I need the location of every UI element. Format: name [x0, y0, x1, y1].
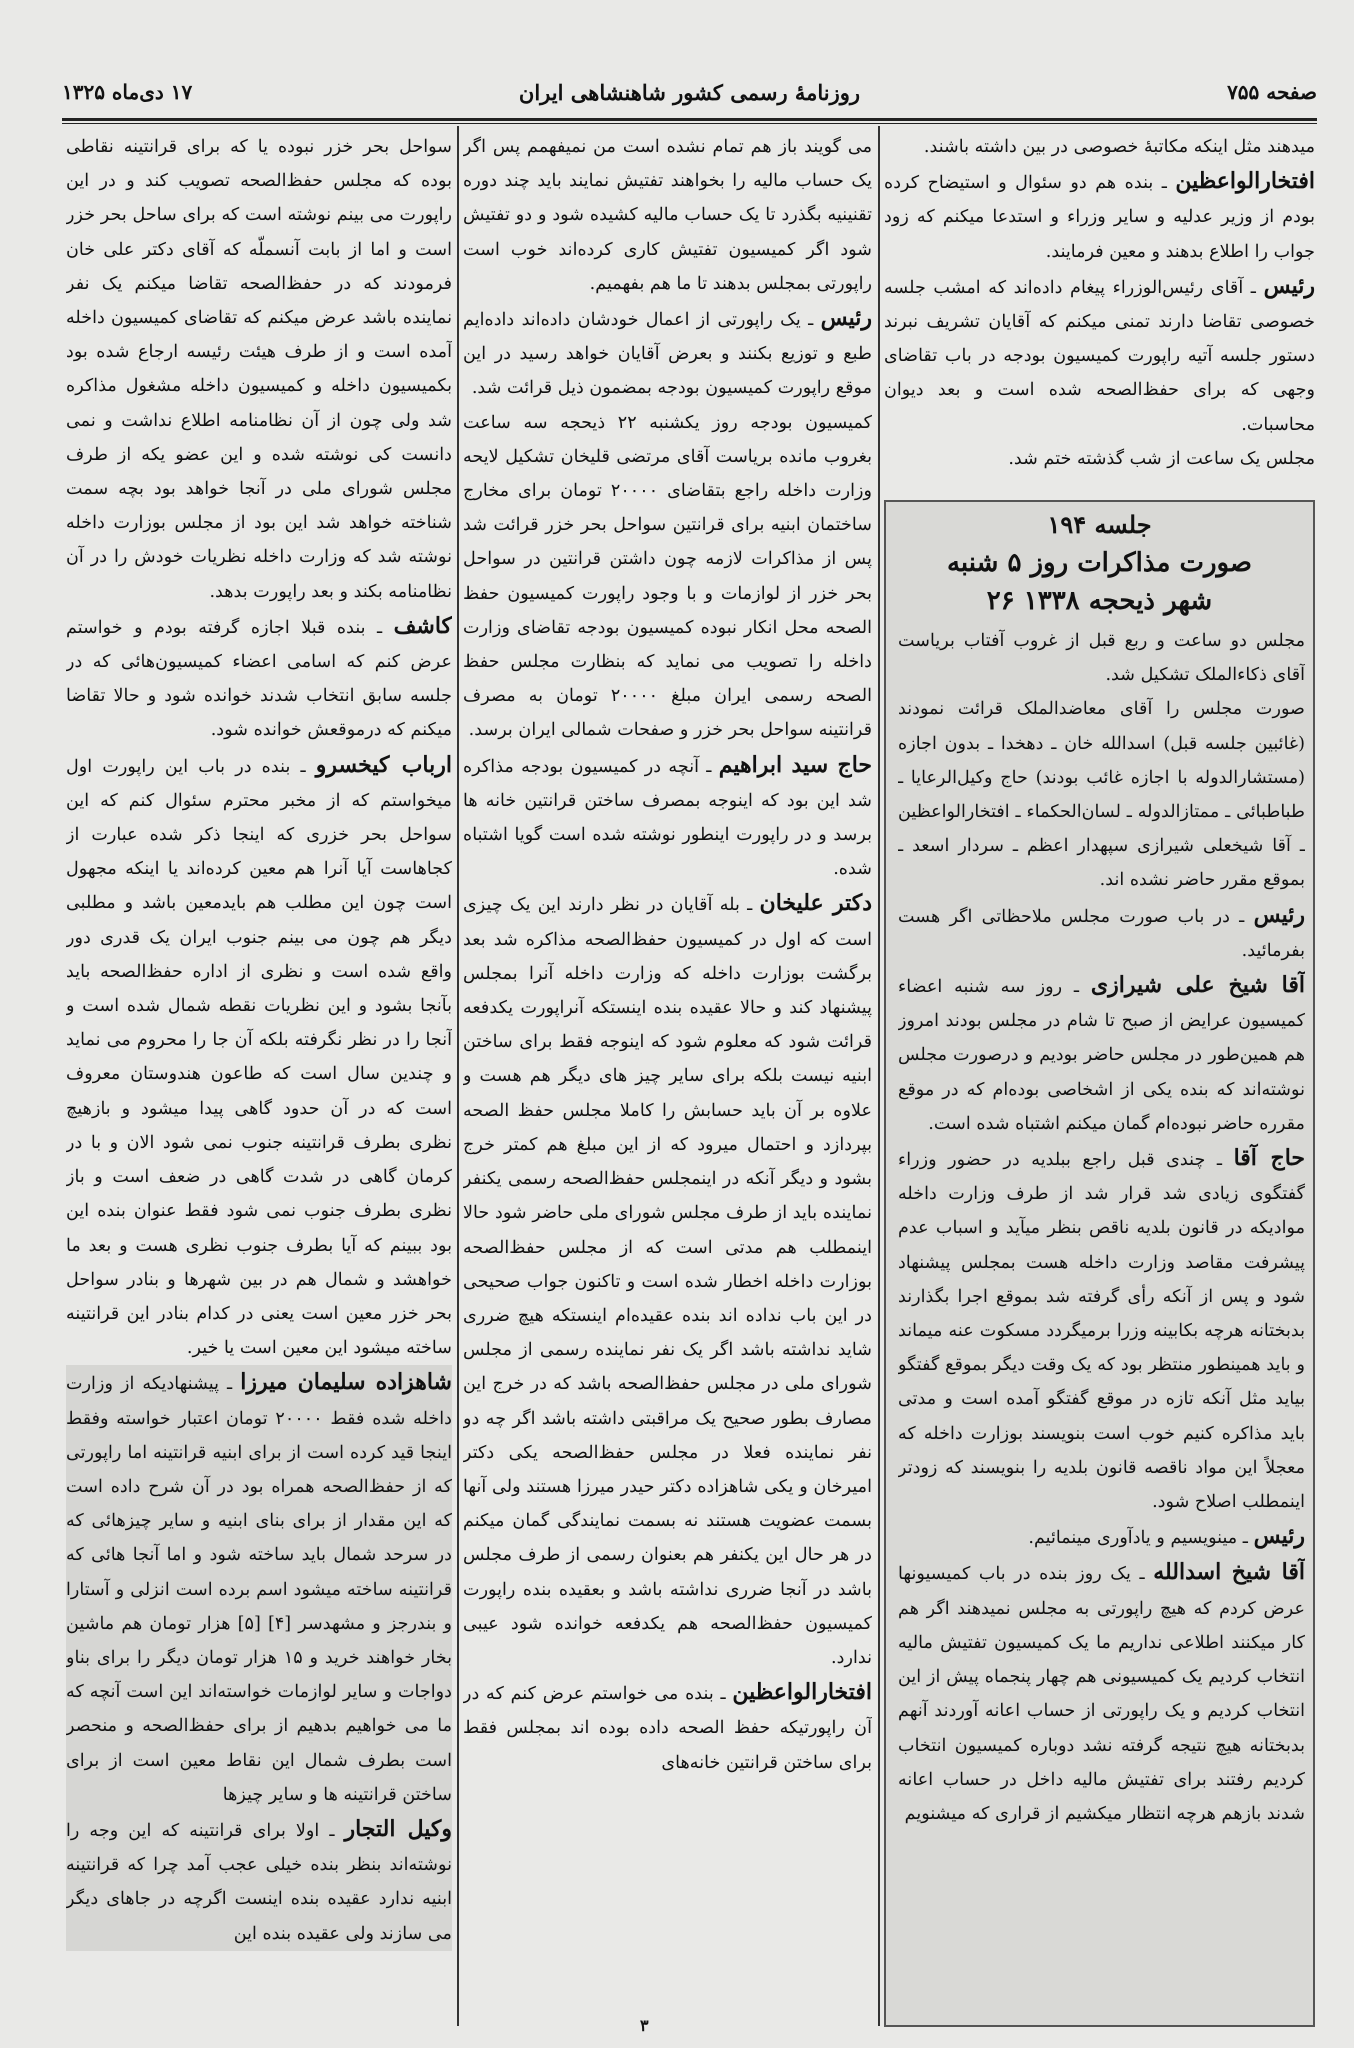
paragraph-text: ـ چندی قبل راجع ببلدیه در حضور وزراء گفتگوی زیادی شد قرار شد از طرف وزارت داخله موادیکه در قانون بلدیه ناقص بنظر میآید و اسباب عدم پیشرفت مقاصد وزارت داخله هست بمجلس پیشنهاد شود و پس از آنکه رأی گرفته شد بموقع اجرا بگذارند بدبختانه هرچه بکابینه وزرا برمیگردد مسکوت عنه میماند و باید همینطور منتظر بود که یک وقت دیگر بموقع گفتگو بیاید مثل آنکه تازه در موقع گفتگو آمده است و مدتی باید مذاکره کنیم خوب است بنویسند بوزارت داخله که معجلاً این مواد ناقصه قانون بلدیه را بنویسند که زودتر اینمطلب اصلاح شود. [898, 1150, 1305, 1513]
column-divider [878, 126, 880, 2026]
speaker-name: ارباب کیخسرو [315, 751, 452, 778]
paragraph [898, 898, 1305, 968]
paragraph-text: می گویند باز هم تمام نشده است من نمیفهمم پس اگر یک حساب مالیه را بخواهند تفتیش نمایند باید چند دوره تقنینیه بگذرد تا یک حساب مالیه کشیده شود و دو تفتیش شود اگر کمیسیون تفتیش کاری کرده‌اند خوب است راپورتی بمجلس بدهند تا ما هم بفهمیم. [463, 137, 872, 294]
page-number-label: صفحه ۷۵۵ [1227, 80, 1317, 104]
paragraph-text: ـ بله آقایان در نظر دارند این یک چیزی است که اول در کمیسیون حفظ‌الصحه مذاکره شد بعد برگشت بوزارت داخله که وزارت داخله آنرا بمجلس پیشنهاد کند و حالا عقیده بنده اینستکه آنراپورت یکدفعه قرائت شود که معلوم شود که اینوجه فقط برای ساختن ابنیه نیست بلکه برای سایر چیز های دیگر هم هست و علاوه بر آن باید حسابش را کاملا مجلس حفظ الصحه بپردازد و احتمال میرود که از این مبلغ هم کمتر خرج بشود و دیگر آنکه در اینمجلس حفظ‌الصحه رسمی یکنفر نماینده باید از طرف مجلس شورای ملی حاضر شود حالا اینمطلب هم مدتی است که از مجلس حفظ‌الصحه بوزارت داخله اخطار شده است و تاکنون جواب صحیحی در این باب نداده اند بنده عقیده‌ام اینستکه هیچ ضرری شاید نداشته باشد اگر یک نفر نماینده رسمی از مجلس شورای ملی در مجلس حفظ‌الصحه باشد که در خرج این مصارف بطور صحیح یک مراقبتی داشته باشد اگر چه دو نفر نماینده فعلا در مجلس حفظ‌الصحه یکی دکتر امیرخان و یکی شاهزاده دکتر حیدر میرزا هستند ولی آنها بسمت عضویت هستند نه بسمت نمایندگی گمان میکنم در هر حال این یکنفر هم بعنوان رسمی از طرف مجلس باشد در آنجا ضرری نداشته باشد و بعقیده بنده راپورت کمیسیون حفظ‌الصحه هم یکدفعه خوانده شود عیبی ندارد. [463, 895, 872, 1668]
speaker-name: افتخارالواعظین [732, 1679, 872, 1706]
paragraph [898, 624, 1305, 692]
speaker-name: رئیس [1253, 1523, 1305, 1550]
paragraph [66, 609, 452, 748]
paragraph-text: ـ بنده در باب این راپورت اول میخواستم که از مخبر محترم سئوال کنم که این سواحل بحر خزری که اینجا ذکر شده عبارت از کجاهاست آیا آنرا هم معین کرده‌اند یا اینکه مجهول است چون این مطلب هم بایدمعین باشد و مطلبی دیگر هم چون می بینم جنوب ایران یک قدری دور واقع شده است و نظری از اداره حفظ‌الصحه باید بآنجا بشود و این نظریات نقطه شمال شده است و آنجا را در نظر نگرفته بلکه آن جا را محروم می نماید و چندین سال است که طاعون هندوستان معروف است که در آن حدود گاهی پیدا میشود و بازهیچ نظری بطرف قرانتینه جنوب نمی شود الان و با در کرمان گاهی در شدت گاهی در ضعف است و باز نظری بطرف جنوب نمی شود فقط عنوان بنده این بود ببینم که آیا بطرف جنوب نظری هست و بعد ما خواهشد و شمال هم در بین شهرها و بنادر سواحل بحر خزر معین است یعنی در کدام بنادر این قرانتینه ساخته میشود این معین است یا خیر. [66, 756, 452, 1359]
newspaper-title: روزنامهٔ رسمی کشور شاهنشاهی ایران [518, 80, 861, 105]
paragraph [463, 301, 872, 406]
header-rule-thin [62, 123, 1317, 124]
speaker-name: حاج سید ابراهیم [718, 751, 872, 778]
paragraph-text: میدهند مثل اینکه مکاتبهٔ خصوصی در بین داشته باشند. [923, 137, 1315, 157]
paragraph-text: مجلس دو ساعت و ربع قبل از غروب آفتاب بریاست آقای ذکاءالملک تشکیل شد. [898, 631, 1305, 686]
paragraph-text: ـ روز سه شنبه اعضاء کمیسیون عرایض از صبح تا شام در مجلس بودند امروز هم همین‌طور در مجلس حاضر بودیم و درصورت مجلس نوشته‌اند که بنده یکی از اشخاصی بوده‌ام که در موقع مقرره حاضر نبوده‌ام گمان میکنم اشتباه شده است. [898, 977, 1305, 1134]
paragraph [884, 164, 1315, 269]
speaker-name: رئیس [1253, 901, 1305, 928]
paragraph-text: ـ آقای رئیس‌الوزراء پیغام داده‌اند که امشب جلسه خصوصی تقاضا دارند تمنی میکنم که آقایان تشریف نبرند دستور جلسه آتیه راپورت کمیسیون بودجه در باب تقاضای وجهی که برای حفظ‌الصحه شده است و بعد دیوان محاسبات. [884, 277, 1315, 435]
paragraph-text: ـ مینویسیم و یادآوری مینمائیم. [1028, 1528, 1254, 1549]
paragraph-text: صورت مجلس را آقای معاضدالملک قرائت نمودند (غائبین جلسه قبل) اسدالله خان ـ دهخدا ـ بدون اجازه (مستشارالدوله با اجازه غائب بودند) حاج وکیل‌الرعایا ـ طباطبائی ـ ممتازالدوله ـ لسان‌الحکماء ـ افتخارالواعظین ـ آقا شیخعلی شیرازی سپهدار اعظم ـ سردار اسعد ـ بموقع مقرر حاضر نشده اند. [898, 699, 1305, 891]
session-date: ۲۶ شهر ذیحجه ۱۳۳۸ [986, 586, 1213, 616]
speaker-name: رئیس [820, 305, 872, 332]
session-text [898, 624, 1305, 1984]
speaker-name: آقا شیخ علی شیرازی [1090, 972, 1305, 999]
speaker-name: آقا شیخ اسدالله [1153, 1559, 1305, 1586]
header-rule [62, 118, 1317, 121]
column-divider [457, 126, 459, 2026]
session-heading [886, 506, 1313, 620]
paragraph [463, 406, 872, 748]
paragraph-text: ـ آنچه در کمیسیون بودجه مذاکره شد این بود که اینوجه بمصرف ساختن قرانتین خانه ها برسد و در راپورت اینطور نوشته شده است گویا اشتباه شده. [463, 756, 872, 880]
paragraph-text: ـ پیشنهادیکه از وزارت داخله شده فقط ۲۰۰۰۰ تومان اعتبار خواسته وفقط اینجا قید کرده است از برای ابنیه قرانتینه اما راپورتی که از حفظ‌الصحه همراه بود در آن شرح داده است که این مقدار از برای بنای ابنیه و سایر چیزهائی که در سرحد شمال باید ساخته شود و اما آنجا هائی که قرانتینه ساخته میشود اسم برده است انزلی و آستارا و بندرجز و مشهدسر [۴] [۵] هزار تومان هم ماشین بخار خواهند خرید و ۱۵ هزار تومان دیگر را برای بناو دواجات و سایر لوازمات خواسته‌اند این است آنچه که ما می خواهیم بدهیم از برای حفظ‌الصحه و منحصر است بطرف شمال این نقاط معین است از برای ساختن قرانتینه ها و سایر چیزها [66, 1374, 452, 1805]
session-number: جلسه ۱۹۴ [1047, 510, 1152, 539]
speaker-name: حاج آقا [1233, 1145, 1305, 1172]
speaker-name: افتخارالواعظین [1175, 168, 1315, 195]
column-middle [463, 130, 872, 2020]
paragraph-text: ـ یک روز بنده در باب کمیسیونها عرض کردم که هیچ راپورتی به مجلس نمیدهند اگر هم کار میکنند اطلاعی نداریم ما یک کمیسیون تفتیش مالیه انتخاب کردیم یک کمیسیونی هم چهار پنجماه پیش از این انتخاب کردیم و یک راپورتی از حساب اعانه آوردند آنهم بدبختانه هیچ نتیجه گرفته نشد دوباره کمیسیون انتخاب کردیم رفتند برای تفتیش مالیه داخل در حساب اعانه شدند بازهم هرچه انتظار میکشیم از قراری که میشنویم [898, 1564, 1305, 1824]
page-header [62, 80, 1317, 112]
paragraph-text: ـ بنده می خواستم عرض کنم که در آن راپورتیکه حفظ الصحه داده بوده اند بمجلس فقط برای ساختن قرانتین خانه‌های [463, 1684, 872, 1773]
paragraph [898, 1555, 1305, 1831]
paragraph-text: ـ بنده هم دو سئوال و استیضاح کرده بودم از وزیر عدلیه و سایر وزراء و استدعا میکنم که زود جواب را اطلاع بدهند و معین فرمایند. [884, 173, 1315, 262]
paragraph [884, 442, 1315, 476]
paragraph-text: مجلس یک ساعت از شب گذشته ختم شد. [1008, 448, 1315, 469]
paragraph-text: ـ یک راپورتی از اعمال خودشان داده‌اند داده‌ایم طبع و توزیع بکنند و بعرض آقایان خواهد رسید در این موقع راپورت کمیسیون بودجه بمضمون ذیل قرائت شد. [463, 310, 872, 399]
paragraph [66, 1812, 452, 1951]
paragraph [463, 130, 872, 301]
paragraph [66, 1365, 452, 1812]
paragraph-text: ـ در باب صورت مجلس ملاحظاتی اگر هست بفرمائید. [898, 906, 1305, 961]
paragraph [884, 130, 1315, 164]
paragraph-text: سواحل بحر خزر نبوده یا که برای قرانتینه نقاطی بوده که مجلس حفظ‌الصحه تصویب کند و در این راپورت می بینم نوشته است که برای ساحل بحر خزر است و اما از بابت آنسملّه که آقای دکتر علی خان فرمودند که در حفظ‌الصحه تقاضا میکنم یک نفر نماینده باشد عرض میکنم که تقاضای کمیسیون داخله آمده است و از طرف هیئت رئیسه ارجاع شده بود بکمیسیون داخله و کمیسیون داخله مشغول مذاکره شد ولی چون از آن نظامنامه اطلاع نداشت و نمی دانست کی نوشته شده و این عضو یکه از طرف مجلس شورای ملی در آنجا خواهد بود بچه سمت شناخته خواهد شد این بود از مجلس بوزارت داخله نوشته شد که وزارت داخله نظریات خودش را در آن نظامنامه بکند و بعد راپورت بدهد. [66, 137, 452, 602]
paragraph-text: ـ بنده قبلا اجازه گرفته بودم و خواستم عرض کنم که اسامی اعضاء کمیسیون‌هائی که در جلسه سابق انتخاب شدند خوانده شود و حالا تقاضا میکنم که درموقعش خوانده شود. [66, 617, 452, 741]
session-title: صورت مذاکرات روز ۵ شنبه [946, 548, 1253, 578]
page-number: ۳ [640, 2016, 649, 2035]
paragraph [66, 130, 452, 609]
session-box [884, 500, 1315, 2027]
paragraph [884, 269, 1315, 442]
column-left [66, 130, 452, 2020]
paragraph [898, 692, 1305, 897]
paragraph [898, 1141, 1305, 1519]
column-right-top [884, 130, 1315, 492]
speaker-name: شاهزاده سلیمان میرزا [240, 1369, 452, 1396]
speaker-name: رئیس [1263, 272, 1315, 299]
paragraph-text: ـ اولا برای قرانتینه که این وجه را نوشته‌اند بنظر بنده خیلی عجب آمد چرا که قرانتینه ابنیه ندارد عقیده بنده اینست اگرچه در جاهای دیگر می سازند ولی عقیده بنده این [66, 1820, 452, 1944]
speaker-name: کاشف [393, 612, 452, 639]
paragraph-text: کمیسیون بودجه روز یکشنبه ۲۲ ذیحجه سه ساعت بغروب مانده بریاست آقای مرتضی قلیخان تشکیل لایحه وزارت داخله راجع بتقاضای ۲۰۰۰۰ تومان برای مخارج ساختمان ابنیه برای قرانتین سواحل بحر خزر قرائت شد پس از مذاکرات لازمه چون داشتن قرانتین در سواحل بحر خزر از لوازمات و با وجود راپورت کمیسیون حفظ الصحه محل انکار نبوده کمیسیون بودجه تقاضای وزارت داخله را تصویب می نماید که بنظارت مجلس حفظ الصحه رسمی ایران مبلغ ۲۰۰۰۰ تومان به مصرف قرانتینه سواحل بحر خزر و صفحات شمالی ایران برسد. [463, 412, 872, 741]
paragraph [463, 886, 872, 1675]
paragraph [463, 1675, 872, 1780]
paragraph [898, 1519, 1305, 1555]
issue-date: ۱۷ دی‌ماه ۱۳۲۵ [62, 80, 193, 104]
paragraph [463, 748, 872, 887]
speaker-name: دکتر علیخان [759, 890, 872, 917]
speaker-name: وکیل التجار [344, 1815, 452, 1842]
paragraph [66, 748, 452, 1366]
paragraph [898, 968, 1305, 1141]
